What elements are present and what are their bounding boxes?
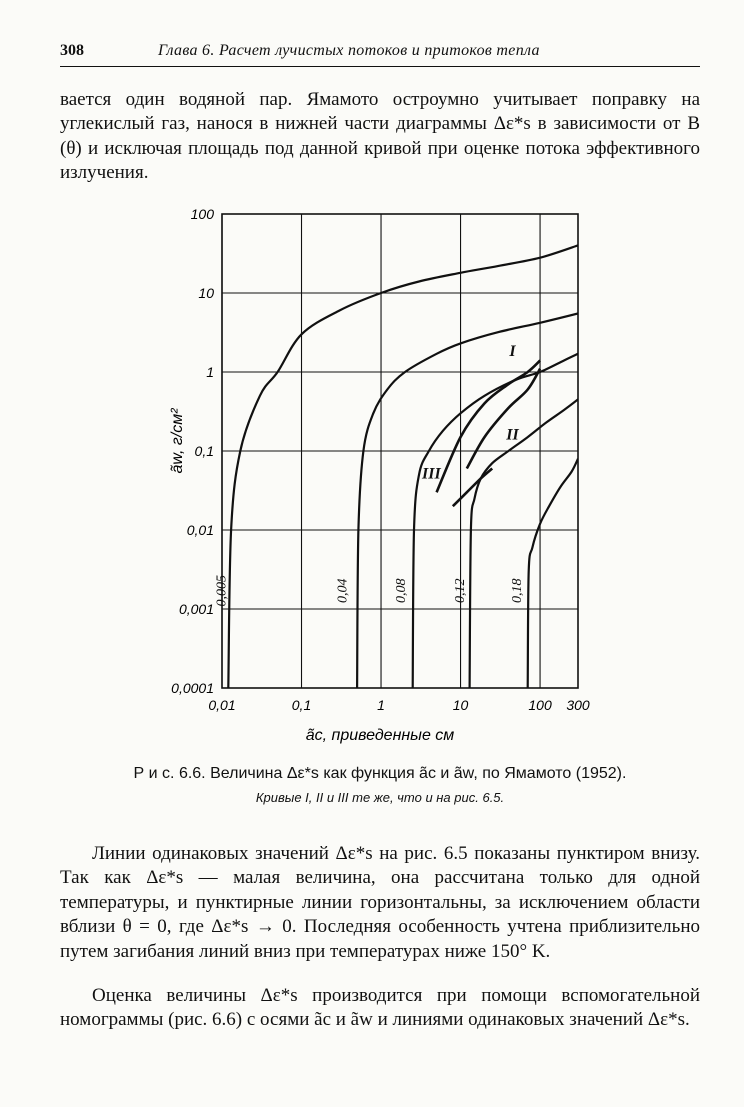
- series-curve-1: [228, 245, 578, 688]
- paragraph-3: Оценка величины Δε*s производится при помощи вспомогательной номограммы (рис. 6.6) с осями ãc и ãw и линиями одинаковых значений Δε*s.: [60, 985, 700, 1031]
- paragraph-2: Линии одинаковых значений Δε*s на рис. 6.5 показаны пунктиром внизу. Так как Δε*s — малая величина, она рассчитана только для одной температуры, и пунктирные линии горизонтальны, за исключением области вблизи θ = 0, где Δε*s → 0. Последняя особенность учтена приблизительно путем загибания линий вниз при температурах ниже 150° K.: [60, 843, 700, 962]
- curve-label: 0,04: [335, 578, 351, 604]
- y-tick-label: 100: [190, 206, 214, 222]
- y-axis-label: ãw, г/см²: [169, 408, 186, 474]
- curve-label: II: [506, 426, 519, 444]
- y-tick-label: 0,01: [186, 522, 214, 538]
- curve-label: III: [422, 465, 441, 483]
- y-tick-label: 1: [206, 364, 214, 380]
- paragraph-1: вается один водяной пар. Ямамото остроумно учитывает поправку на углекислый газ, нанося в нижней части диаграммы Δε*s в зависимости от B (θ) и исключая площадь под данной кривой при оценке потока эффективного излучения.: [60, 89, 700, 184]
- series-curve-4: [470, 399, 578, 688]
- page-number: 308: [60, 42, 84, 59]
- x-tick-label: 300: [566, 697, 590, 713]
- running-title: Глава 6. Расчет лучистых потоков и притоков тепла: [158, 42, 540, 59]
- series-curve-5: [528, 459, 578, 688]
- y-tick-label: 0,0001: [171, 680, 214, 696]
- y-tick-label: 10: [198, 285, 214, 301]
- series-curve-8: [453, 469, 492, 507]
- figure-6-6: [160, 200, 610, 760]
- chart-svg: [160, 200, 610, 760]
- x-tick-label: 100: [528, 697, 552, 713]
- figure-caption: Р и с. 6.6. Величина Δε*s как функция ãc и ãw, по Ямамото (1952).: [133, 765, 627, 782]
- y-tick-label: 0,1: [194, 443, 214, 459]
- running-header: [60, 40, 700, 67]
- x-axis-label: ãc, приведенные см: [305, 727, 455, 744]
- curve-label: 0,005: [214, 575, 230, 607]
- curve-label: 0,18: [510, 578, 526, 604]
- curve-label: 0,12: [452, 578, 468, 604]
- x-tick-label: 1: [377, 697, 385, 713]
- x-tick-label: 10: [452, 697, 469, 713]
- y-tick-label: 0,001: [178, 601, 214, 617]
- curve-label: 0,08: [393, 578, 409, 604]
- curve-label: I: [509, 342, 516, 360]
- x-tick-label: 0,01: [208, 697, 236, 713]
- series-curve-3: [413, 354, 578, 688]
- x-tick-label: 0,1: [291, 697, 312, 713]
- figure-subcaption: Кривые I, II и III те же, что и на рис. 6.5.: [255, 790, 505, 805]
